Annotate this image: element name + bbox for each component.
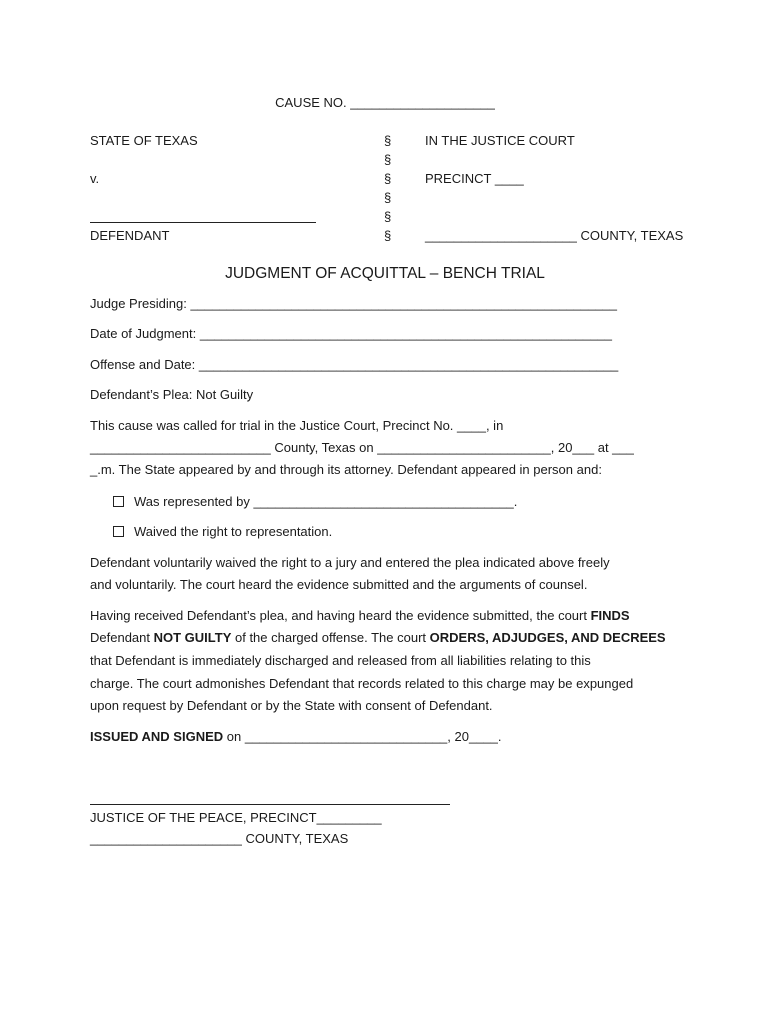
defendant-name-line <box>90 222 316 223</box>
defendant-plea: Defendant’s Plea: Not Guilty <box>90 387 254 402</box>
checkbox-icon[interactable] <box>113 496 124 507</box>
signature-line[interactable] <box>90 804 450 805</box>
jury-paragraph-line: and voluntarily. The court heard the evidence submitted and the arguments of counsel. <box>90 577 588 592</box>
section-mark: § <box>384 209 392 224</box>
caption-defendant: DEFENDANT <box>90 228 170 243</box>
offense-and-date-field[interactable]: Offense and Date: __________________________________________________________ <box>90 357 619 372</box>
signature-county: _____________________ COUNTY, TEXAS <box>90 831 349 846</box>
caption-state: STATE OF TEXAS <box>90 133 198 148</box>
caption-precinct: PRECINCT ____ <box>425 171 524 186</box>
finding-bold: FINDS <box>590 608 630 623</box>
checkbox-icon[interactable] <box>113 526 124 537</box>
section-mark: § <box>384 152 392 167</box>
trial-paragraph-line: _.m. The State appeared by and through its attorney. Defendant appeared in person and: <box>90 462 602 477</box>
document-title: JUDGMENT OF ACQUITTAL – BENCH TRIAL <box>225 265 545 282</box>
issued-date-field: on ____________________________, 20____. <box>223 729 502 744</box>
finding-paragraph-line: upon request by Defendant or by the State with consent of Defendant. <box>90 698 493 713</box>
section-mark: § <box>384 190 392 205</box>
finding-text: of the charged offense. The court <box>231 630 430 645</box>
finding-paragraph-line <box>90 630 666 646</box>
section-mark: § <box>384 228 392 243</box>
represented-option[interactable] <box>113 494 517 510</box>
finding-bold: ORDERS, ADJUDGES, AND DECREES <box>429 630 666 645</box>
date-of-judgment-field[interactable]: Date of Judgment: _________________________________________________________ <box>90 326 612 341</box>
waived-option[interactable] <box>113 524 332 540</box>
trial-paragraph-line: _________________________ County, Texas on ________________________, 20___ at ___ <box>90 440 634 455</box>
jury-paragraph-line: Defendant voluntarily waived the right to a jury and entered the plea indicated above freely <box>90 555 610 570</box>
finding-text: Defendant <box>90 630 154 645</box>
finding-paragraph-line: that Defendant is immediately discharged and released from all liabilities relating to this <box>90 653 591 668</box>
section-mark: § <box>384 171 392 186</box>
waived-label: Waived the right to representation. <box>134 524 333 539</box>
signature-title: JUSTICE OF THE PEACE, PRECINCT_________ <box>90 810 382 825</box>
judge-presiding-field[interactable]: Judge Presiding: ___________________________________________________________ <box>90 296 618 311</box>
issued-and-signed[interactable] <box>90 729 502 745</box>
finding-bold: NOT GUILTY <box>153 630 232 645</box>
cause-number: CAUSE NO. ____________________ <box>275 95 495 110</box>
trial-paragraph-line: This cause was called for trial in the Justice Court, Precinct No. ____, in <box>90 418 504 433</box>
issued-bold: ISSUED AND SIGNED <box>90 729 224 744</box>
finding-paragraph-line: charge. The court admonishes Defendant that records related to this charge may be expunged <box>90 676 634 691</box>
finding-paragraph-line <box>90 608 630 624</box>
represented-label: Was represented by ____________________________________. <box>134 494 518 509</box>
caption-court: IN THE JUSTICE COURT <box>425 133 575 148</box>
finding-text: Having received Defendant’s plea, and having heard the evidence submitted, the court <box>90 608 591 623</box>
caption-versus: v. <box>90 171 100 186</box>
caption-county: _____________________ COUNTY, TEXAS <box>425 228 684 243</box>
section-mark: § <box>384 133 392 148</box>
